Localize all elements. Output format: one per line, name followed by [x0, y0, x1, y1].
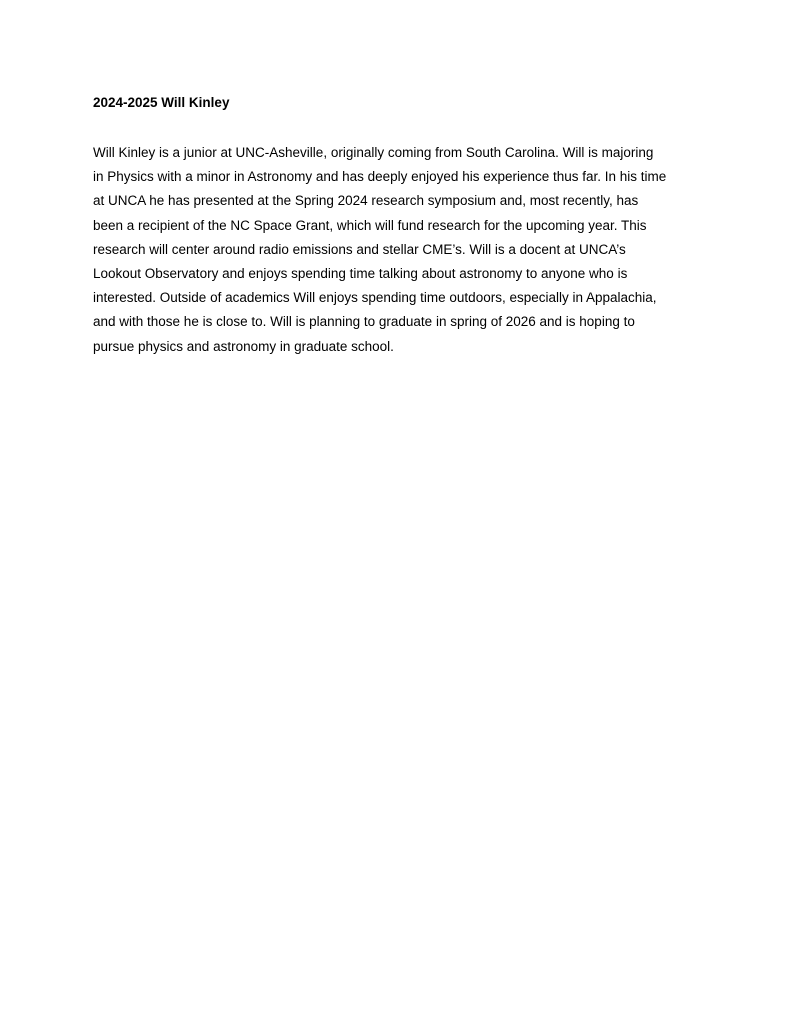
paragraph-line: and with those he is close to. Will is planning to graduate in spring of 2026 and is hoping to [93, 314, 635, 330]
paragraph-line: Lookout Observatory and enjoys spending time talking about astronomy to anyone who is [93, 266, 628, 282]
paragraph-line: pursue physics and astronomy in graduate school. [93, 338, 394, 354]
paragraph-line: at UNCA he has presented at the Spring 2024 research symposium and, most recently, has [93, 193, 639, 209]
paragraph-line: interested. Outside of academics Will enjoys spending time outdoors, especially in Appalachia, [93, 290, 657, 306]
paragraph-line: in Physics with a minor in Astronomy and has deeply enjoyed his experience thus far. In his time [93, 169, 667, 185]
paragraph-line: research will center around radio emissions and stellar CME’s. Will is a docent at UNCA’s [93, 241, 626, 257]
document-title: 2024-2025 Will Kinley [93, 95, 230, 110]
bio-paragraph [93, 141, 713, 359]
paragraph-line: Will Kinley is a junior at UNC-Asheville, originally coming from South Carolina. Will is majoring [93, 145, 654, 160]
paragraph-line: been a recipient of the NC Space Grant, which will fund research for the upcoming year. This [93, 217, 647, 233]
